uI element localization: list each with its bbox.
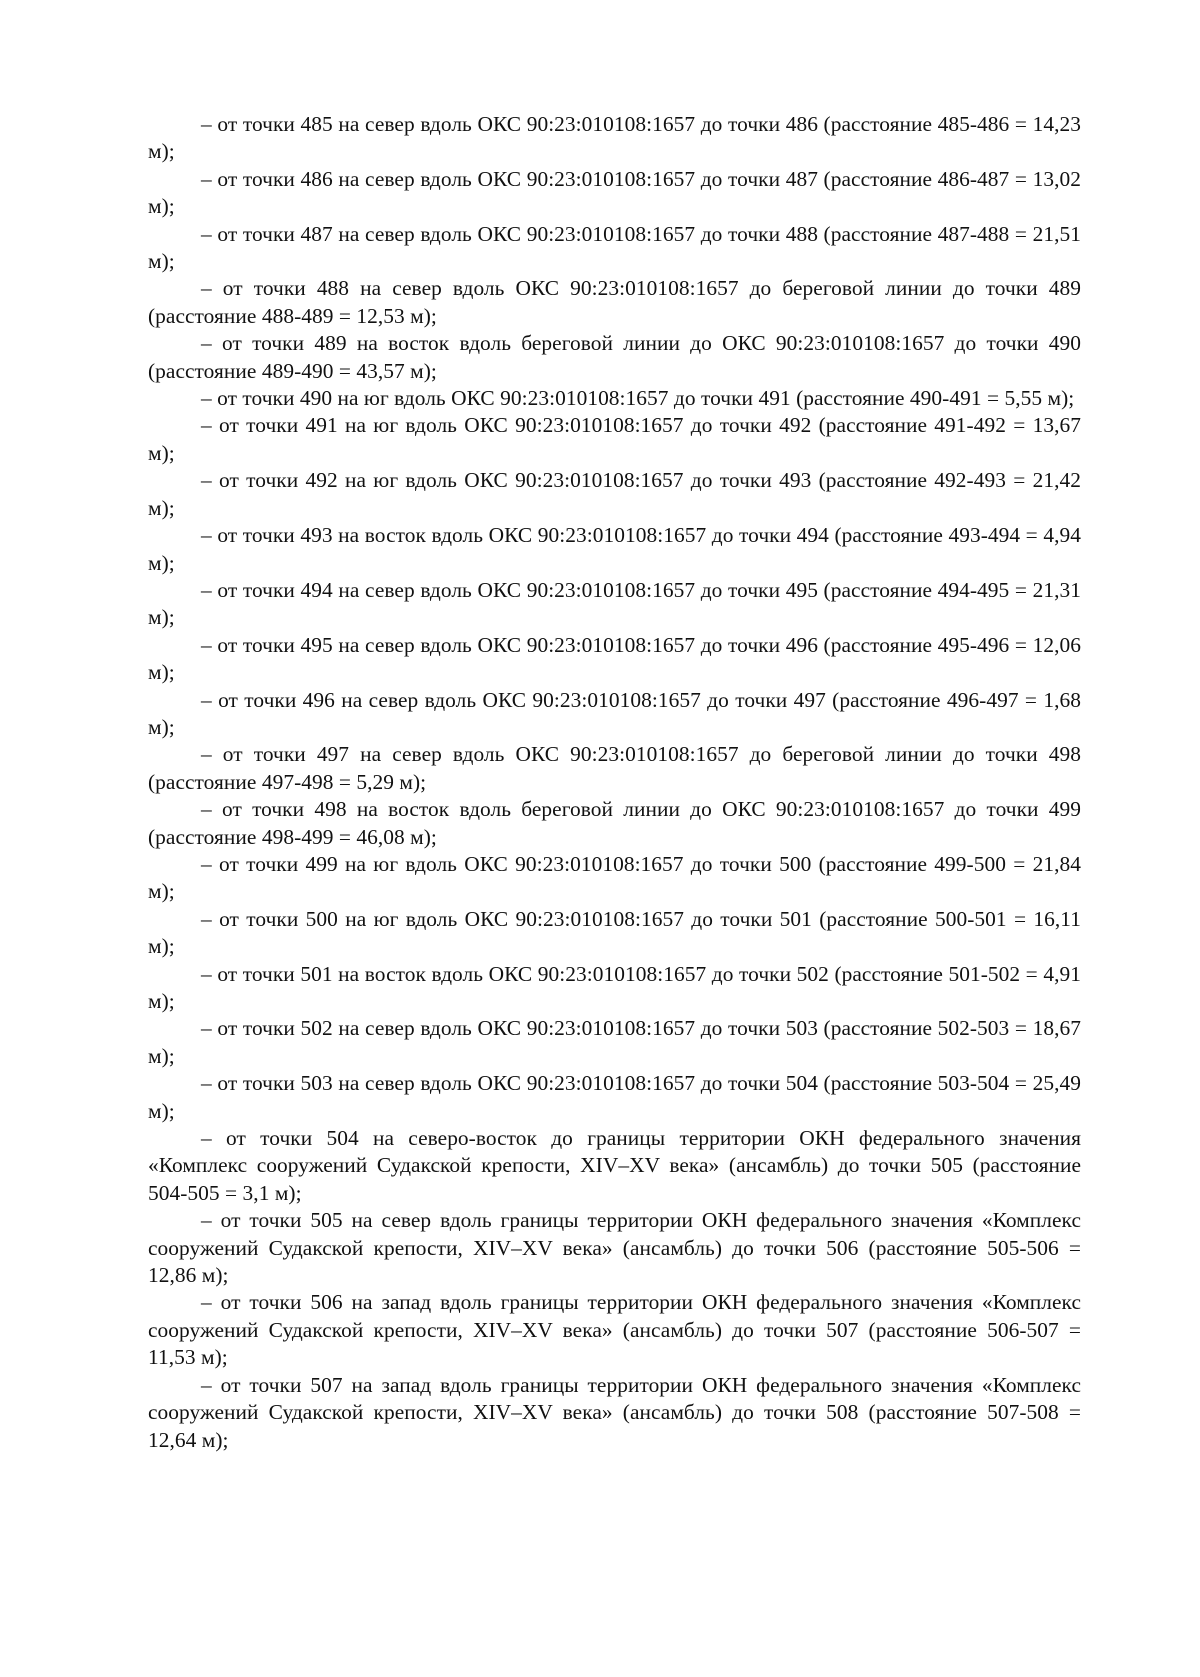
boundary-segment-paragraph: – от точки 490 на юг вдоль ОКС 90:23:010108:1657 до точки 491 (расстояние 490-491 = 5,55 м); <box>201 386 1075 411</box>
boundary-segment-paragraph: – от точки 504 на северо-восток до границы территории ОКН федерального значения «Комплекс сооружений Судакской крепости, XIV–XV века» (ансамбль) до точки 505 (расстояние 504-505 = 3,1 м); <box>148 1126 1081 1205</box>
boundary-segment-paragraph: – от точки 503 на север вдоль ОКС 90:23:010108:1657 до точки 504 (расстояние 503-504 = 25,49 м); <box>148 1071 1081 1123</box>
boundary-segment-paragraph: – от точки 506 на запад вдоль границы территории ОКН федерального значения «Комплекс сооружений Судакской крепости, XIV–XV века» (ансамбль) до точки 507 (расстояние 506-507 = 11,53 м); <box>148 1290 1081 1370</box>
boundary-segment-paragraph: – от точки 486 на север вдоль ОКС 90:23:010108:1657 до точки 487 (расстояние 486-487 = 13,02 м); <box>148 166 1081 219</box>
boundary-segment-paragraph: – от точки 493 на восток вдоль ОКС 90:23:010108:1657 до точки 494 (расстояние 493-494 = 4,94 м); <box>148 523 1081 575</box>
boundary-segment-paragraph: – от точки 492 на юг вдоль ОКС 90:23:010108:1657 до точки 493 (расстояние 492-493 = 21,42 м); <box>148 468 1081 520</box>
boundary-segment-paragraph: – от точки 497 на север вдоль ОКС 90:23:010108:1657 до береговой линии до точки 498 (расстояние 497-498 = 5,29 м); <box>148 742 1081 794</box>
boundary-segment-paragraph: – от точки 505 на север вдоль границы территории ОКН федерального значения «Комплекс сооружений Судакской крепости, XIV–XV века» (ансамбль) до точки 506 (расстояние 505-506 = 12,86 м); <box>148 1208 1081 1288</box>
boundary-segment-paragraph: – от точки 496 на север вдоль ОКС 90:23:010108:1657 до точки 497 (расстояние 496-497 = 1,68 м); <box>148 687 1081 739</box>
boundary-segment-paragraph: – от точки 488 на север вдоль ОКС 90:23:010108:1657 до береговой линии до точки 489 (расстояние 488-489 = 12,53 м); <box>148 276 1081 328</box>
boundary-segment-paragraph: – от точки 502 на север вдоль ОКС 90:23:010108:1657 до точки 503 (расстояние 502-503 = 18,67 м); <box>148 1016 1081 1068</box>
boundary-segment-paragraph: – от точки 494 на север вдоль ОКС 90:23:010108:1657 до точки 495 (расстояние 494-495 = 21,31 м); <box>148 577 1081 630</box>
document-body <box>148 111 1081 1454</box>
boundary-segment-paragraph: – от точки 499 на юг вдоль ОКС 90:23:010108:1657 до точки 500 (расстояние 499-500 = 21,84 м); <box>148 851 1081 904</box>
boundary-segment-paragraph: – от точки 498 на восток вдоль береговой линии до ОКС 90:23:010108:1657 до точки 499 (расстояние 498-499 = 46,08 м); <box>148 797 1081 849</box>
boundary-segment-paragraph: – от точки 501 на восток вдоль ОКС 90:23:010108:1657 до точки 502 (расстояние 501-502 = 4,91 м); <box>148 961 1081 1013</box>
boundary-segment-paragraph: – от точки 485 на север вдоль ОКС 90:23:010108:1657 до точки 486 (расстояние 485-486 = 14,23 м); <box>148 112 1081 164</box>
boundary-segment-paragraph: – от точки 507 на запад вдоль границы территории ОКН федерального значения «Комплекс сооружений Судакской крепости, XIV–XV века» (ансамбль) до точки 508 (расстояние 507-508 = 12,64 м); <box>148 1372 1081 1452</box>
boundary-segment-paragraph: – от точки 495 на север вдоль ОКС 90:23:010108:1657 до точки 496 (расстояние 495-496 = 12,06 м); <box>148 632 1081 685</box>
boundary-segment-paragraph: – от точки 491 на юг вдоль ОКС 90:23:010108:1657 до точки 492 (расстояние 491-492 = 13,67 м); <box>148 413 1081 465</box>
boundary-segment-paragraph: – от точки 487 на север вдоль ОКС 90:23:010108:1657 до точки 488 (расстояние 487-488 = 21,51 м); <box>148 221 1081 274</box>
boundary-segment-paragraph: – от точки 489 на восток вдоль береговой линии до ОКС 90:23:010108:1657 до точки 490 (расстояние 489-490 = 43,57 м); <box>148 331 1081 383</box>
boundary-segment-paragraph: – от точки 500 на юг вдоль ОКС 90:23:010108:1657 до точки 501 (расстояние 500-501 = 16,11 м); <box>148 906 1081 959</box>
